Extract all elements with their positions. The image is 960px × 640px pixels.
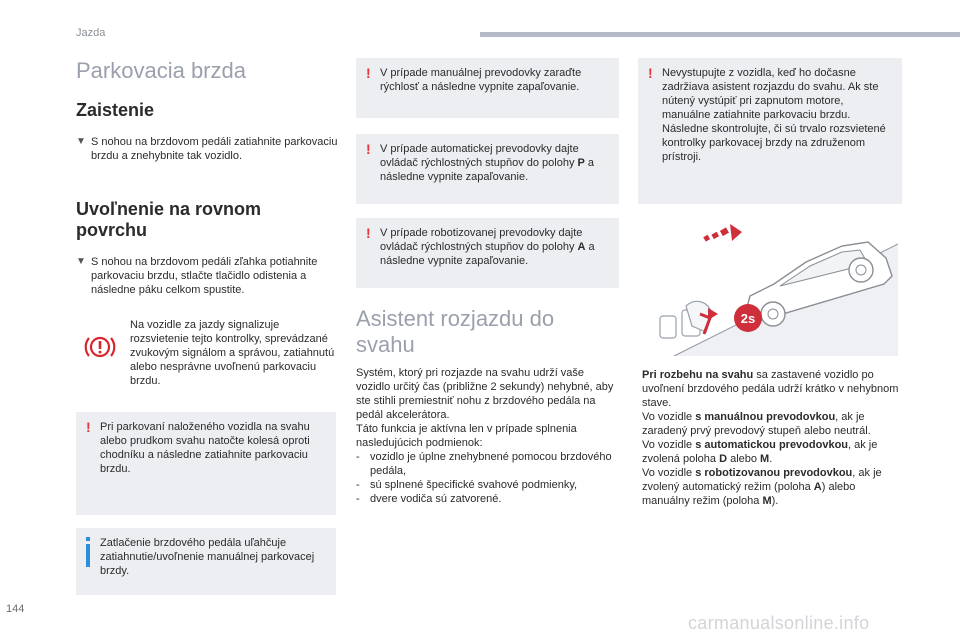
exclamation-warning-icon: ! (366, 225, 371, 241)
brake-alert-note: Na vozidle za jazdy signalizuje rozsvietenie tejto kontrolky, sprevádzané zvukovým signálom a správou, zatiahnutú alebo nesprávne uvoľnenú parkovaciu brzdu. (82, 318, 338, 398)
release-step: ▼ S nohou na brzdovom pedáli zľahka potiahnite parkovaciu brzdu, stlačte tlačidlo odistenia a následne páku celkom spustite. (76, 256, 318, 296)
page-number: 144 (6, 603, 25, 615)
warning-box-robotized: ! V prípade robotizovanej prevodovky dajte ovládač rýchlostných stupňov do polohy A a následne vypnite zapaľovanie. (356, 218, 619, 288)
tip-box-pedal: Zatlačenie brzdového pedála uľahčuje zatiahnutie/uvoľnenie manuálnej parkovacej brzdy. (76, 528, 336, 595)
list-item: - dvere vodiča sú zatvorené. (356, 493, 502, 505)
brake-warning-light-icon (84, 332, 116, 362)
exclamation-warning-icon: ! (86, 419, 91, 435)
hill-assist-conditions: Táto funkcia je aktívna len v prípade splnenia nasledujúcich podmienok: (356, 423, 577, 449)
timer-badge: 2s (740, 311, 756, 326)
hill-assist-title: Asistent rozjazdu do svahu (356, 306, 555, 357)
header-bar (480, 32, 960, 37)
info-tip-icon (86, 537, 90, 567)
arrow-bullet-icon: ▼ (76, 256, 86, 267)
hill-assist-details: Pri rozbehu na svahu sa zastavené vozidlo po uvoľnení brzdového pedála udrží krátko v nehybnom stave. Vo vozidle s manuálnou prevodovkou, ak je zaradený prvý prevodový stupeň alebo neutrál. Vo vozidle s automatickou prevodovkou, ak je zvolená poloha D alebo M. Vo vozidle s robotizovanou prevodovkou, ak je zvolený automatický režim (poloha A) alebo manuálny režim (poloha M). (642, 369, 899, 507)
arrow-bullet-icon: ▼ (76, 136, 86, 147)
warning-box-manual: ! V prípade manuálnej prevodovky zaraďte rýchlosť a následne vypnite zapaľovanie. (356, 58, 619, 118)
exclamation-warning-icon: ! (366, 141, 371, 157)
page-title: Parkovacia brzda (76, 58, 246, 83)
hill-assist-intro: Systém, ktorý pri rozjazde na svahu udrží vaše vozidlo určitý čas (približne 2 sekundy) nehybné, aby ste stihli premiestniť nohu z brzdového pedála na pedál akcelerátora. (356, 367, 614, 421)
exclamation-warning-icon: ! (648, 65, 653, 81)
watermark: carmanualsonline.info (688, 613, 870, 633)
list-item: - sú splnené špecifické svahové podmienky, (356, 479, 578, 491)
apply-heading: Zaistenie (76, 100, 155, 120)
warning-box-exit: ! Nevystupujte z vozidla, keď ho dočasne zadržiava asistent rozjazdu do svahu. Ak ste nútený vystúpiť pri zapnutom motore, manuálne zatiahnite parkovaciu brzdu. Následne skontrolujte, či sú trvalo rozsvietené kontrolky parkovacej brzdy na združenom prístroji. (638, 58, 902, 204)
hill-start-illustration (646, 214, 898, 356)
list-item: - vozidlo je úplne znehybnené pomocou brzdového pedála, (356, 451, 612, 477)
exclamation-warning-icon: ! (366, 65, 371, 81)
apply-step: ▼ S nohou na brzdovom pedáli zatiahnite parkovaciu brzdu a znehybnite tak vozidlo. (76, 136, 338, 162)
warning-box-loaded: ! Pri parkovaní naloženého vozidla na svahu alebo prudkom svahu natočte kolesá oproti chodníku a následne zatiahnite parkovaciu brzdu. (76, 412, 336, 515)
release-heading: Uvoľnenie na rovnom povrchu (76, 199, 261, 240)
warning-box-automatic: ! V prípade automatickej prevodovky dajte ovládač rýchlostných stupňov do polohy P a následne vypnite zapaľovanie. (356, 134, 619, 204)
section-label: Jazda (76, 27, 106, 39)
